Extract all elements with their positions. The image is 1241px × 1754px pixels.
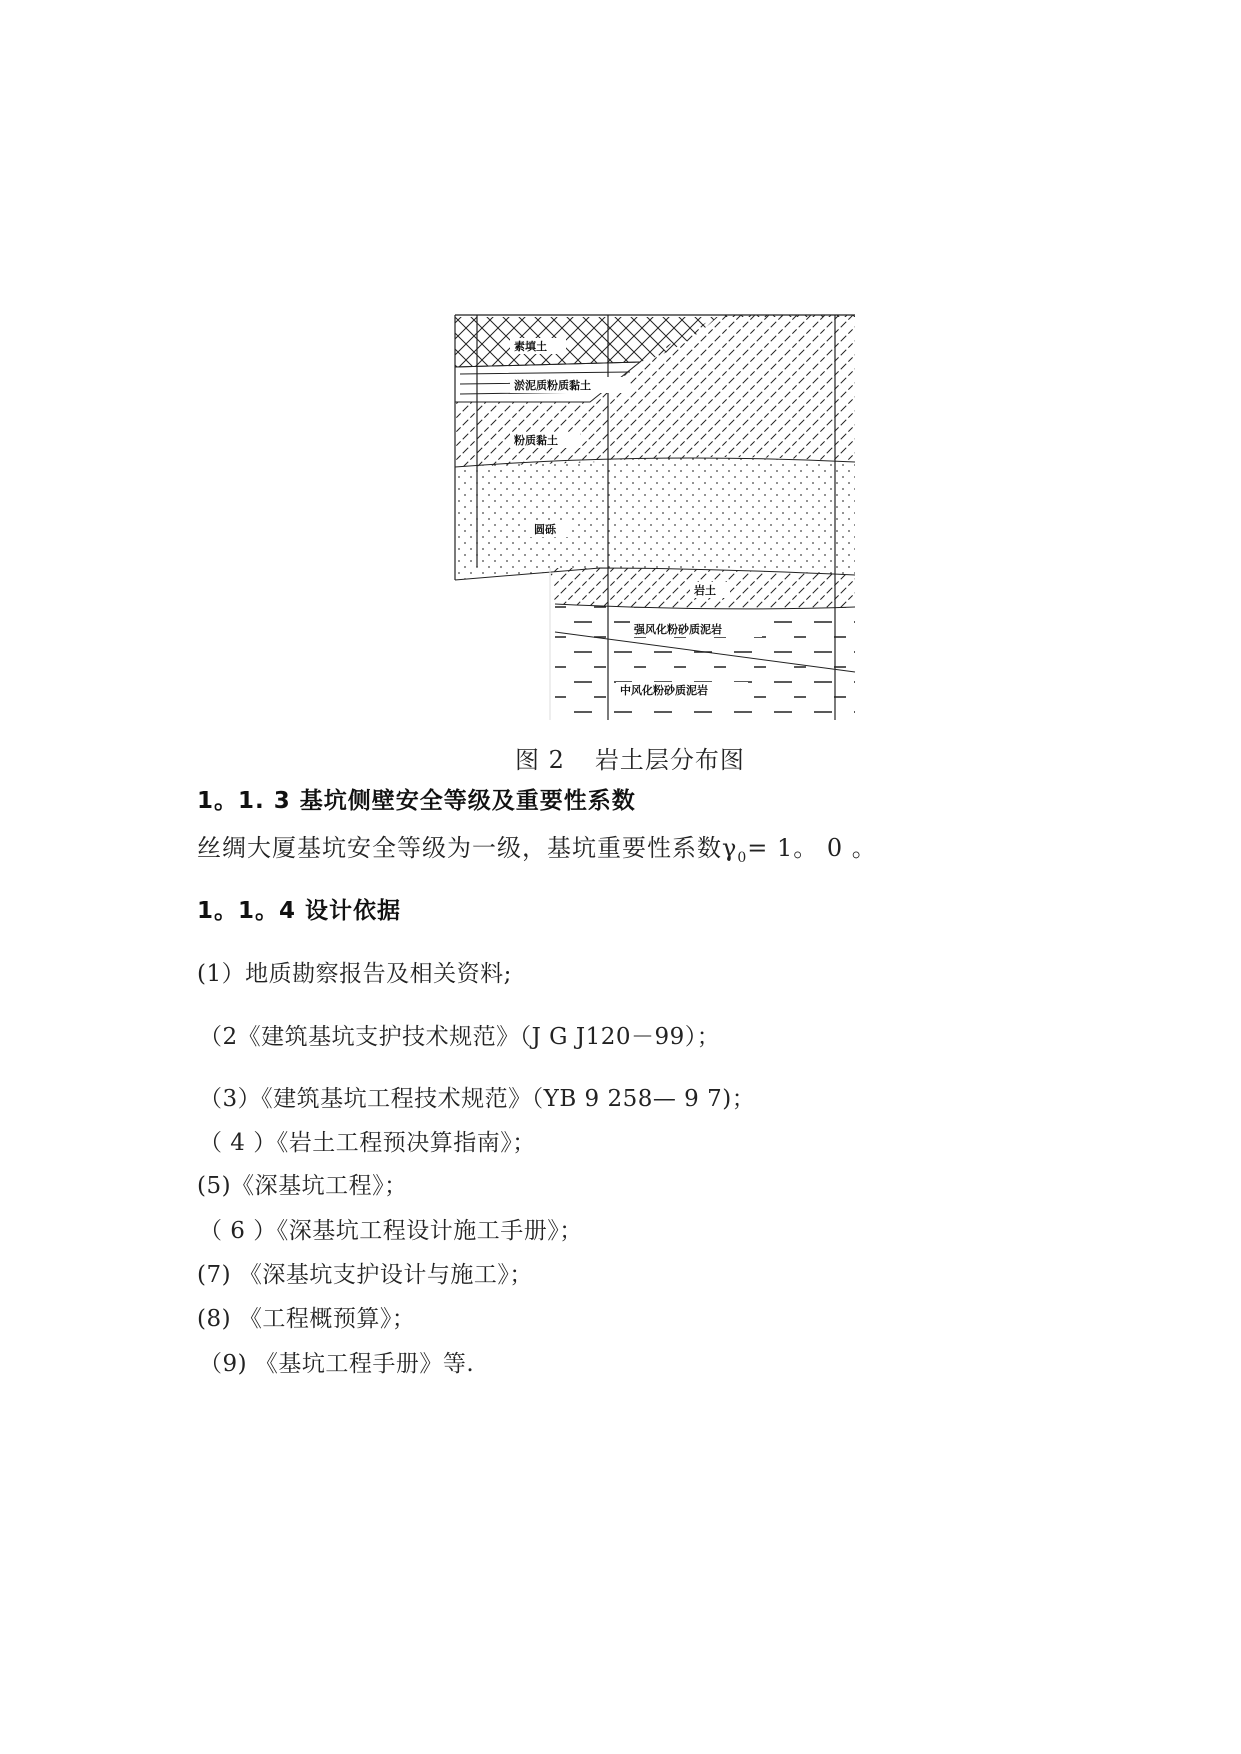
figure-title: 岩土层分布图: [594, 746, 745, 774]
gravel-layer: [455, 458, 855, 580]
reference-item: （ 4 ）《岩土工程预决算指南》；: [199, 1130, 536, 1156]
layer-label: 强风化粉砂质泥岩: [634, 623, 722, 636]
reference-item: （ 6 ）《深基坑工程设计施工手册》；: [199, 1218, 583, 1244]
section-heading-113: 1。1. 3 基坑侧壁安全等级及重要性系数: [197, 788, 636, 814]
reference-item: （9) 《基坑工程手册》等.: [199, 1351, 475, 1377]
reference-item: （2《建筑基坑支护技术规范》（J G J120－99）；: [199, 1024, 721, 1050]
soil-layer-diagram: [450, 312, 860, 720]
reference-item: (1）地质勘察报告及相关资料;: [197, 961, 512, 987]
section-heading-114: 1。1。4 设计依据: [197, 898, 402, 924]
safety-level-paragraph: 丝绸大厦基坑安全等级为一级，基坑重要性系数$\gamma_0= 1$。 0 。: [197, 834, 877, 866]
layer-label: 粉质黏土: [514, 434, 558, 447]
layer-label: 淤泥质粉质黏土: [514, 379, 591, 392]
layer-label: 素填土: [514, 340, 547, 353]
figure-caption: [515, 740, 745, 775]
reference-item: (5)《深基坑工程》；: [197, 1173, 408, 1199]
reference-item: （3）《建筑基坑工程技术规范》（YB 9 258— 9 7)；: [199, 1086, 756, 1112]
layer-label: 圆砾: [534, 523, 556, 536]
figure-number: 图 2: [515, 746, 565, 774]
soil-layer-figure: [450, 312, 860, 720]
reference-item: (7) 《深基坑支护设计与施工》；: [197, 1262, 533, 1288]
layer-label: 岩土: [694, 584, 716, 597]
reference-item: (8) 《工程概预算》；: [197, 1306, 416, 1332]
layer-label: 中风化粉砂质泥岩: [620, 684, 708, 697]
